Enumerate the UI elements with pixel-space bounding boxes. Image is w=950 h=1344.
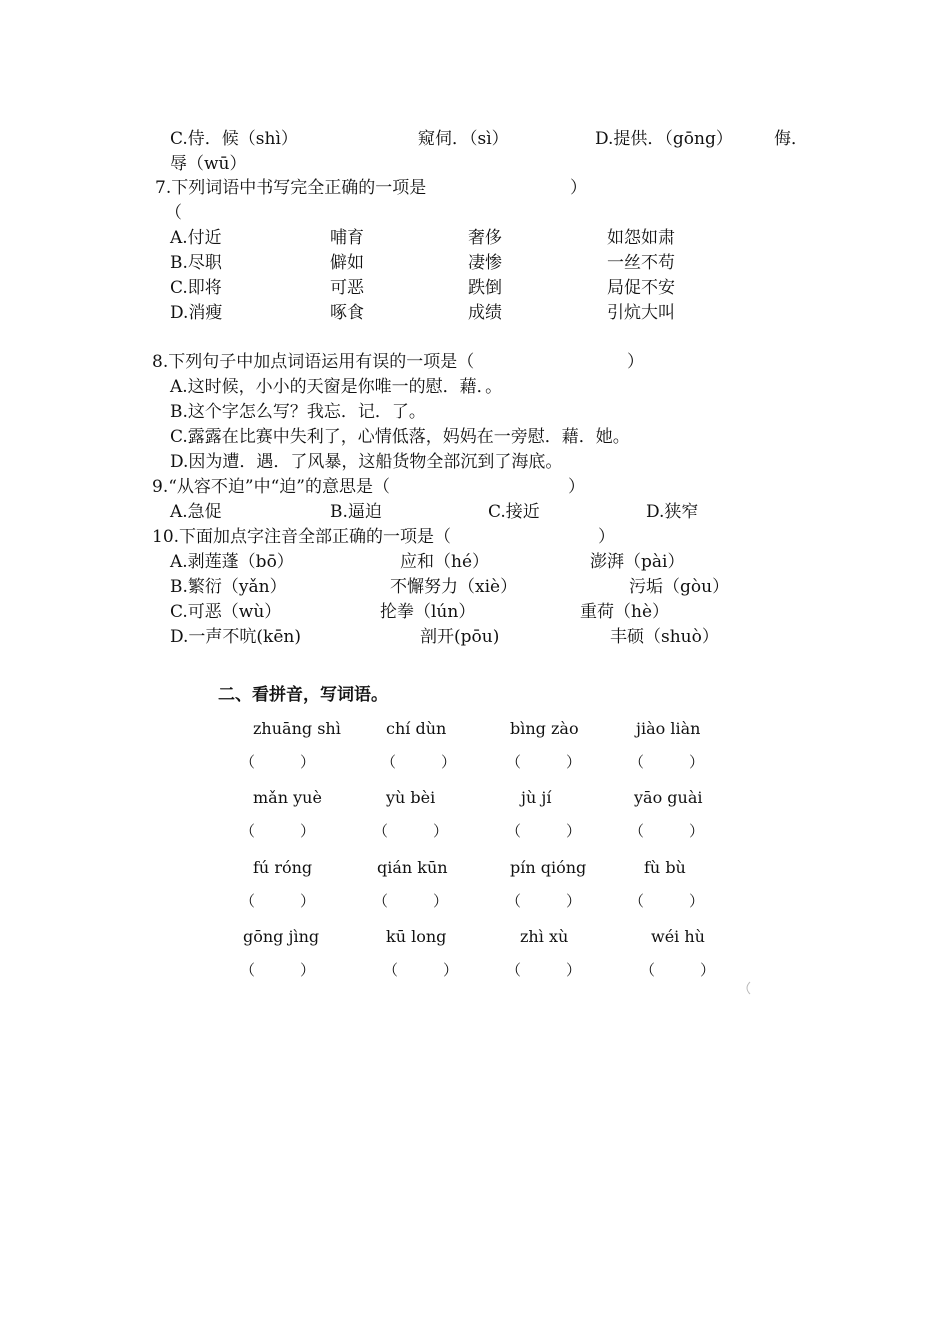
answer-blank[interactable]: （ ） [629,822,705,840]
q9-option-a: A.急促 [170,502,222,522]
q10-option: B.繁衍（yǎn） [170,577,287,597]
q6-option-d-second: 侮． [774,129,808,149]
q6-option-c-second: 窥伺．（sì） [418,129,509,149]
pinyin-prompt: gōng jìng [243,927,320,946]
answer-blank[interactable]: （ ） [506,822,582,840]
q7-option: 如怨如肃 [607,228,675,248]
q7-right-paren: ） [570,178,587,198]
q9-right-paren: ） [568,477,585,497]
q7-option: C.即将 [170,278,222,298]
pinyin-prompt: mǎn yuè [253,788,322,807]
q6-option-d-continued: 辱（wū） [170,154,247,174]
q9-stem: 9.“从容不迫”中“迫”的意思是（ [152,477,390,497]
q7-option: B.尽职 [170,253,222,273]
q7-option: A.付近 [170,228,222,248]
q9-option-c: C.接近 [488,502,540,522]
pinyin-prompt: yāo guài [634,788,703,807]
pinyin-prompt: pín qióng [510,858,587,877]
pinyin-prompt: fú róng [253,858,313,877]
pinyin-prompt: kū long [386,927,447,946]
answer-blank[interactable]: （ ） [381,753,457,771]
q7-option: 跌倒 [468,278,502,298]
answer-blank[interactable]: （ ） [506,961,582,979]
pinyin-prompt: bìng zào [510,719,579,738]
q7-option: 成绩 [468,303,502,323]
pinyin-prompt: wéi hù [651,927,705,946]
q10-option: 污垢（gòu） [629,577,730,597]
q10-option: 澎湃（pài） [590,552,685,572]
q8-option-b: B.这个字怎么写？我忘．记．了。 [170,402,426,422]
q8-option-a: A.这时候，小小的天窗是你唯一的慰．藉．。 [170,377,503,397]
q10-option: C.可恶（wù） [170,602,282,622]
answer-blank[interactable]: （ ） [240,961,316,979]
q10-option: 抡拳（lún） [380,602,476,622]
q8-option-d: D.因为遭．遇．了风暴，这船货物全部沉到了海底。 [170,452,563,472]
q10-option: 不懈努力（xiè） [390,577,518,597]
q10-option: A.剥莲蓬（bō） [170,552,294,572]
answer-blank[interactable]: （ ） [240,892,316,910]
answer-blank[interactable]: （ ） [506,892,582,910]
answer-blank[interactable]: （ ） [506,753,582,771]
pinyin-prompt: fù bù [644,858,686,877]
q9-option-d: D.狭窄 [646,502,699,522]
pinyin-prompt: jiào liàn [636,719,701,738]
q7-option: 引炕大叫 [607,303,675,323]
section-2-title: 二、看拼音，写词语。 [218,685,388,705]
q8-right-paren: ） [627,352,644,372]
q9-option-b: B.逼迫 [330,502,382,522]
answer-blank[interactable]: （ ） [240,753,316,771]
pinyin-prompt: zhì xù [520,927,569,946]
q7-option: 奢侈 [468,228,502,248]
answer-blank[interactable]: （ ） [240,822,316,840]
q6-option-c-first: C.侍．候（shì） [170,129,298,149]
q7-option: 可恶 [330,278,364,298]
q8-stem: 8.下列句子中加点词语运用有误的一项是（ [152,352,475,372]
q10-option: 剖开(pōu) [420,627,500,647]
q7-option: 僻如 [330,253,364,273]
q7-option: 一丝不苟 [607,253,675,273]
pinyin-prompt: yù bèi [386,788,436,807]
q10-stem: 10.下面加点字注音全部正确的一项是（ [152,527,452,547]
q10-right-paren: ） [598,527,615,547]
q7-stem: 7.下列词语中书写完全正确的一项是 [155,178,427,198]
scan-mark-icon [742,980,752,996]
q10-option: 应和（hé） [400,552,490,572]
answer-blank[interactable]: （ ） [640,961,716,979]
answer-blank[interactable]: （ ） [373,822,449,840]
q7-option: 局促不安 [607,278,675,298]
answer-blank[interactable]: （ ） [373,892,449,910]
answer-blank[interactable]: （ ） [629,753,705,771]
answer-blank[interactable]: （ ） [629,892,705,910]
answer-blank[interactable]: （ ） [383,961,459,979]
pinyin-prompt: qián kūn [377,858,448,877]
q7-left-paren: （ [165,203,182,223]
q8-option-c: C.露露在比赛中失利了，心情低落，妈妈在一旁慰．藉．她。 [170,427,630,447]
q6-option-d-first: D.提供．（gōng） [595,129,733,149]
q7-option: 凄惨 [468,253,502,273]
q10-option: 重荷（hè） [580,602,670,622]
pinyin-prompt: jù jí [521,788,552,807]
pinyin-prompt: zhuāng shì [253,719,341,738]
q7-option: 啄食 [330,303,364,323]
pinyin-prompt: chí dùn [386,719,447,738]
q7-option: D.消瘦 [170,303,223,323]
q10-option: D.一声不吭(kēn) [170,627,302,647]
q7-option: 哺育 [330,228,364,248]
q10-option: 丰硕（shuò） [610,627,719,647]
